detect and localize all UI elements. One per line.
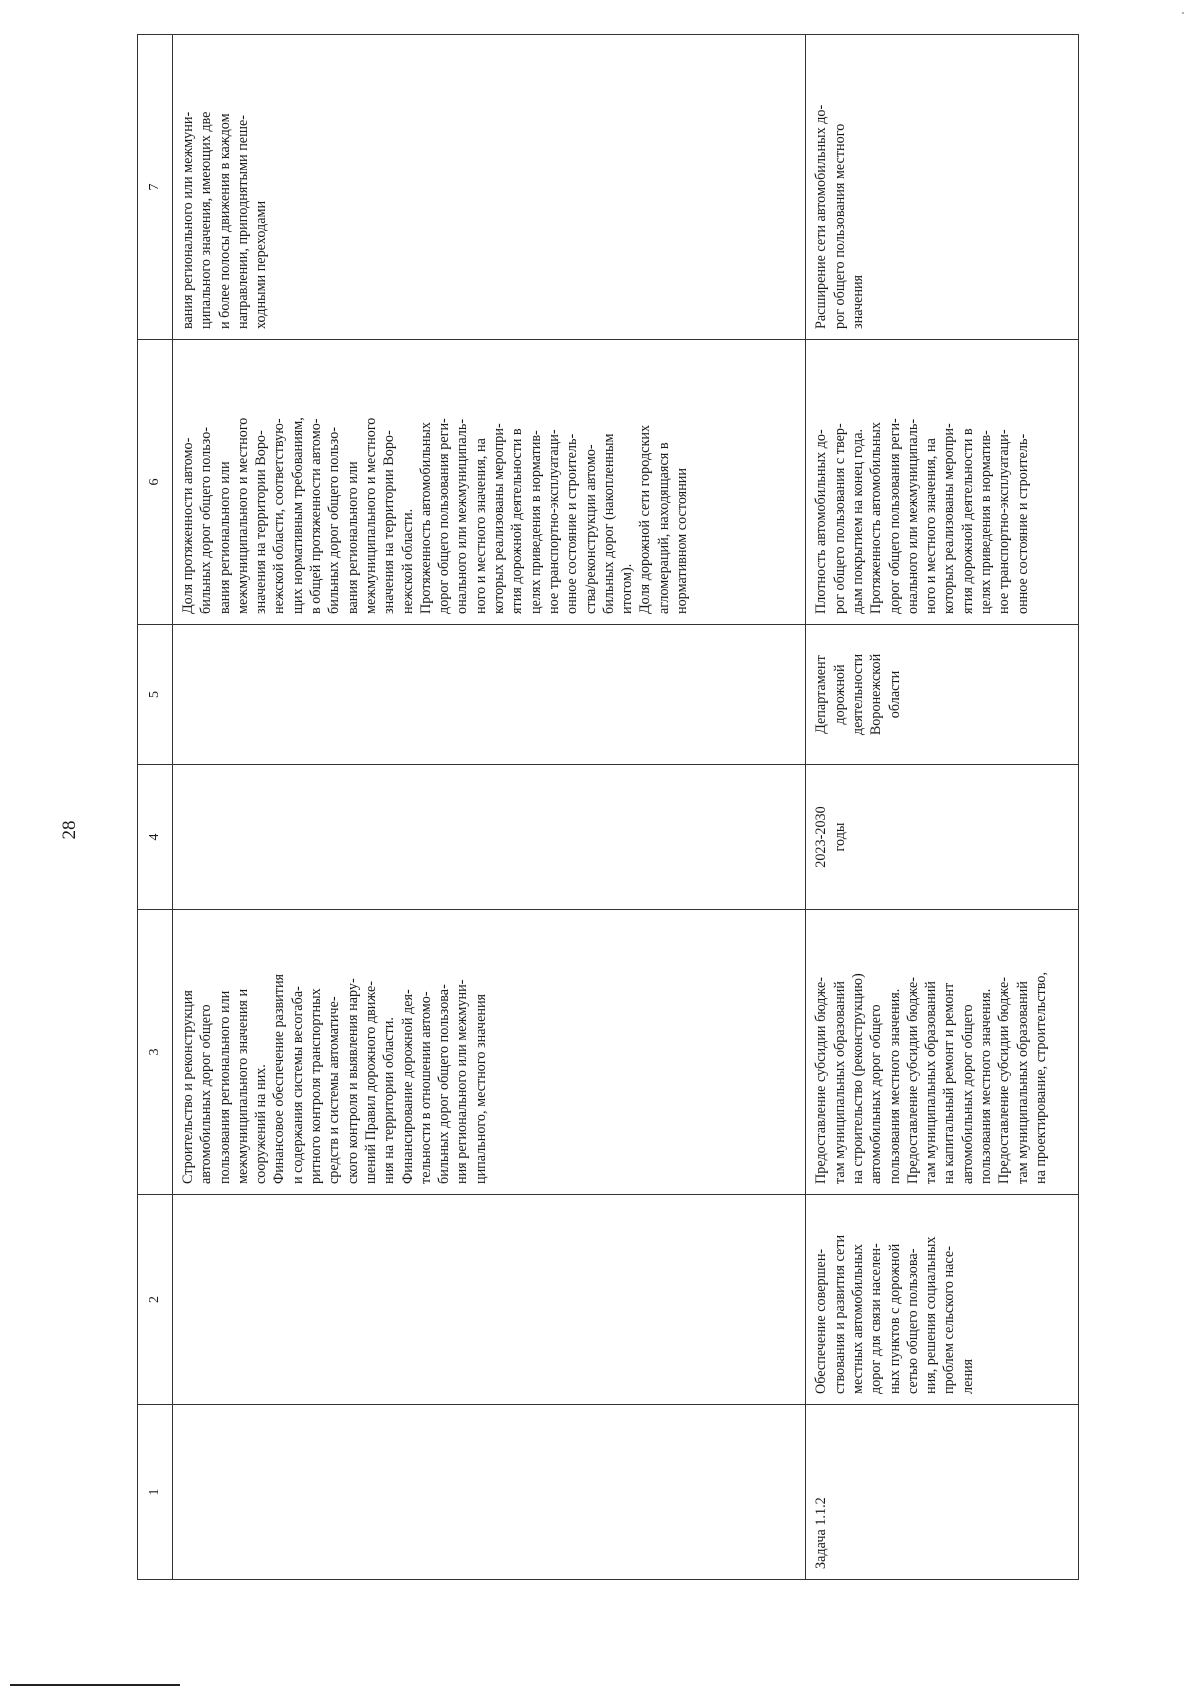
column-number-5: 5 bbox=[138, 625, 173, 765]
cell-expected-results: вания регионального или межмуни- ципального значения, имеющих две и более полосы движения в каждом направлении, приподнятыми пеше- ходными переходами bbox=[173, 35, 806, 340]
column-number-3: 3 bbox=[138, 910, 173, 1195]
cell-measures: Строительство и реконструкция автомобильных дорог общего пользования регионального или межмуниципального значения и сооружений на них. Финансовое обеспечение развития и содержания системы весогаба- ритного контроля транспортных средств и системы автоматиче- ского контроля и выявления нару- шений Правил дорожного движе- ния на территории области. Финансирование дорожной дея- тельности в отношении автомо- бильных дорог общего пользова- ния регионального или межмуни- ципального, местного значения bbox=[173, 910, 806, 1195]
cell-measures: Предоставление субсидии бюдже- там муниципальных образований на строительство (реконструкцию) автомобильных дорог общего пользования местного значения. Предоставление субсидии бюдже- там муниципальных образований на капитальный ремонт и ремонт автомобильных дорог общего пользования местного значения. Предоставление субсидии бюдже- там муниципальных образований на проектирование, строительство, bbox=[806, 910, 1079, 1195]
cell-period: 2023-2030 годы bbox=[806, 765, 1079, 910]
page-number: 28 bbox=[59, 820, 80, 840]
cell-period bbox=[173, 765, 806, 910]
table-row bbox=[806, 35, 1079, 1580]
scan-speck bbox=[1182, 12, 1184, 14]
program-measures-table bbox=[137, 34, 1079, 1580]
rotated-table-container bbox=[137, 35, 1079, 1580]
column-number-4: 4 bbox=[138, 765, 173, 910]
table-row bbox=[173, 35, 806, 1580]
column-number-1: 1 bbox=[138, 1405, 173, 1580]
cell-executor: Департамент дорожной деятельности Воронежской области bbox=[806, 625, 1079, 765]
cell-expected-results: Расширение сети автомобильных до- рог общего пользования местного значения bbox=[806, 35, 1079, 340]
cell-task-description: Обеспечение совершен- ствования и развития сети местных автомобильных дорог для связи населен- ных пунктов с дорожной сетью общего пользова- ния, решения социальных проблем сельского насе- ления bbox=[806, 1195, 1079, 1405]
column-number-2: 2 bbox=[138, 1195, 173, 1405]
column-number-7: 7 bbox=[138, 35, 173, 340]
cell-executor bbox=[173, 625, 806, 765]
footnote-rule bbox=[10, 1684, 180, 1686]
column-number-6: 6 bbox=[138, 340, 173, 625]
cell-task-description bbox=[173, 1195, 806, 1405]
cell-indicators: Доля протяженности автомо- бильных дорог общего пользо- вания регионального или межмуниципального и местного значения на территории Воро- нежской области, соответствую- щих нормативным требованиям, в общей протяженности автомо- бильных дорог общего пользо- вания регионального или межмуниципального и местного значения на территории Воро- нежской области. Протяженность автомобильных дорог общего пользования реги- онального или межмуниципаль- ного и местного значения, на которых реализованы меропри- ятия дорожной деятельности в целях приведения в норматив- ное транспортно-эксплуатаци- онное состояние и строитель- ства/реконструкции автомо- бильных дорог (накопленным итогом). Доля дорожной сети городских агломераций, находящаяся в нормативном состоянии bbox=[173, 340, 806, 625]
cell-indicators: Плотность автомобильных до- рог общего пользования с твер- дым покрытием на конец года. Протяженность автомобильных дорог общего пользования реги- онального или межмуниципаль- ного и местного значения, на которых реализованы меропри- ятия дорожной деятельности в целях приведения в норматив- ное транспортно-эксплуатаци- онное состояние и строитель- bbox=[806, 340, 1079, 625]
cell-task bbox=[173, 1405, 806, 1580]
table-header-row bbox=[138, 35, 173, 1580]
cell-task: Задача 1.1.2 bbox=[806, 1405, 1079, 1580]
